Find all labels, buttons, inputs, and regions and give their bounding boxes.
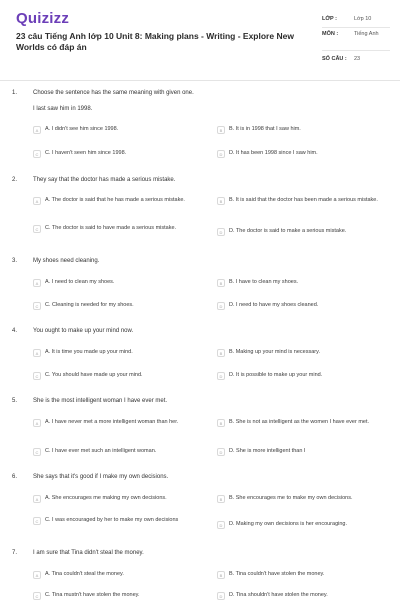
option-letter-box: D xyxy=(217,228,225,236)
option-letter-box: C xyxy=(33,592,41,600)
option-text: B. I have to clean my shoes. xyxy=(229,279,299,285)
meta-subject-label: MÔN : xyxy=(322,31,339,37)
option-letter-box: B xyxy=(217,126,225,134)
option-letter-box: B xyxy=(217,495,225,503)
option-text: B. She is not as intelligent as the women I have ever met. xyxy=(229,419,370,425)
answer-option[interactable] xyxy=(33,302,195,310)
meta-subject-value: Tiếng Anh xyxy=(354,31,379,37)
meta-grade-value: Lớp 10 xyxy=(354,16,372,22)
answer-option[interactable] xyxy=(33,592,195,600)
answer-option[interactable] xyxy=(33,495,195,503)
option-letter-box: C xyxy=(33,302,41,310)
option-text: B. It is said that the doctor has been made a serious mistake. xyxy=(229,197,378,203)
question-number: 7. xyxy=(12,550,18,556)
option-text: A. It is time you made up your mind. xyxy=(45,349,133,355)
question-number: 1. xyxy=(12,90,18,96)
option-text: A. I have never met a more intelligent woman than her. xyxy=(45,419,179,425)
option-text: C. I was encouraged by her to make my own decisions xyxy=(45,517,179,523)
meta-count-label: SỐ CÂU : xyxy=(322,56,347,62)
meta-grade-label: LỚP : xyxy=(322,16,337,22)
option-letter-box: D xyxy=(217,521,225,529)
worksheet-title: 23 câu Tiếng Anh lớp 10 Unit 8: Making plans - Writing - Explore New Worlds có đáp án xyxy=(16,31,294,52)
option-text: C. You should have made up your mind. xyxy=(45,372,143,378)
answer-option[interactable] xyxy=(33,372,195,380)
option-letter-box: A xyxy=(33,349,41,357)
option-letter-box: A xyxy=(33,279,41,287)
option-letter-box: D xyxy=(217,448,225,456)
question-text: Choose the sentence has the same meaning with given one. xyxy=(33,90,194,96)
answer-option[interactable] xyxy=(217,302,379,310)
option-letter-box: A xyxy=(33,571,41,579)
option-text: A. Tina couldn't steal the money. xyxy=(45,571,124,577)
answer-option[interactable] xyxy=(217,448,379,456)
question-number: 3. xyxy=(12,258,18,264)
option-letter-box: A xyxy=(33,197,41,205)
question-number: 5. xyxy=(12,398,18,404)
answer-option[interactable] xyxy=(33,571,195,579)
option-letter-box: C xyxy=(33,517,41,525)
question-text: I am sure that Tina didn't steal the money. xyxy=(33,550,144,556)
option-letter-box: A xyxy=(33,495,41,503)
option-text: A. I didn't see him since 1998. xyxy=(45,126,119,132)
option-text: C. Tina mustn't have stolen the money. xyxy=(45,592,140,598)
meta-subject xyxy=(322,31,384,38)
answer-option[interactable] xyxy=(33,419,195,427)
question-number: 6. xyxy=(12,474,18,480)
question-number: 2. xyxy=(12,177,18,183)
option-text: B. It is in 1998 that I saw him. xyxy=(229,126,301,132)
option-letter-box: C xyxy=(33,150,41,158)
answer-option[interactable] xyxy=(33,279,195,287)
answer-option[interactable] xyxy=(33,150,195,158)
option-letter-box: B xyxy=(217,571,225,579)
answer-option[interactable] xyxy=(217,126,379,134)
option-text: B. Tina couldn't have stolen the money. xyxy=(229,571,325,577)
question-text: You ought to make up your mind now. xyxy=(33,328,134,334)
option-text: C. Cleaning is needed for my shoes. xyxy=(45,302,134,308)
answer-option[interactable] xyxy=(217,419,379,427)
option-letter-box: B xyxy=(217,279,225,287)
answer-option[interactable] xyxy=(217,228,379,236)
answer-option[interactable] xyxy=(33,126,195,134)
option-letter-box: A xyxy=(33,419,41,427)
option-text: D. She is more intelligent than I xyxy=(229,448,306,454)
answer-option[interactable] xyxy=(33,349,195,357)
option-letter-box: B xyxy=(217,197,225,205)
meta-count xyxy=(322,56,384,63)
answer-option[interactable] xyxy=(217,592,379,600)
option-text: D. I need to have my shoes cleaned. xyxy=(229,302,319,308)
option-letter-box: B xyxy=(217,419,225,427)
option-text: D. Making my own decisions is her encouraging. xyxy=(229,521,348,527)
question-subtext: I last saw him in 1998. xyxy=(33,106,93,112)
answer-option[interactable] xyxy=(217,349,379,357)
answer-option[interactable] xyxy=(33,517,195,525)
question-text: They say that the doctor has made a serious mistake. xyxy=(33,177,176,183)
option-text: D. The doctor is said to make a serious mistake. xyxy=(229,228,347,234)
option-text: C. I have ever met such an intelligent woman. xyxy=(45,448,157,454)
meta-count-value: 23 xyxy=(354,56,361,62)
option-letter-box: C xyxy=(33,448,41,456)
answer-option[interactable] xyxy=(33,448,195,456)
option-text: A. I need to clean my shoes. xyxy=(45,279,115,285)
option-text: C. I haven't seen him since 1998. xyxy=(45,150,127,156)
header-divider xyxy=(0,80,400,81)
answer-option[interactable] xyxy=(217,197,379,205)
answer-option[interactable] xyxy=(33,225,195,233)
option-text: A. The doctor is said that he has made a serious mistake. xyxy=(45,197,185,203)
meta-separator xyxy=(322,27,390,28)
question-text: She is the most intelligent woman I have ever met. xyxy=(33,398,168,404)
quizizz-logo[interactable]: Quizizz xyxy=(16,10,70,27)
option-letter-box: A xyxy=(33,126,41,134)
option-text: C. The doctor is said to have made a serious mistake. xyxy=(45,225,177,231)
option-text: D. It is possible to make up your mind. xyxy=(229,372,323,378)
option-letter-box: C xyxy=(33,225,41,233)
option-text: B. Making up your mind is necessary. xyxy=(229,349,320,355)
answer-option[interactable] xyxy=(217,571,379,579)
option-text: B. She encourages me to make my own decisions. xyxy=(229,495,353,501)
answer-option[interactable] xyxy=(33,197,195,205)
question-text: She says that it's good if I make my own decisions. xyxy=(33,474,169,480)
option-letter-box: D xyxy=(217,372,225,380)
answer-option[interactable] xyxy=(217,372,379,380)
option-letter-box: D xyxy=(217,150,225,158)
answer-option[interactable] xyxy=(217,150,379,158)
answer-option[interactable] xyxy=(217,521,379,529)
option-letter-box: D xyxy=(217,592,225,600)
option-text: A. She encourages me making my own decisions. xyxy=(45,495,167,501)
answer-option[interactable] xyxy=(217,279,379,287)
option-text: D. It has been 1998 since I saw him. xyxy=(229,150,318,156)
option-text: D. Tina shouldn't have stolen the money. xyxy=(229,592,328,598)
question-number: 4. xyxy=(12,328,18,334)
meta-separator xyxy=(322,50,390,51)
question-text: My shoes need cleaning. xyxy=(33,258,100,264)
option-letter-box: D xyxy=(217,302,225,310)
answer-option[interactable] xyxy=(217,495,379,503)
meta-grade xyxy=(322,16,384,23)
option-letter-box: B xyxy=(217,349,225,357)
option-letter-box: C xyxy=(33,372,41,380)
